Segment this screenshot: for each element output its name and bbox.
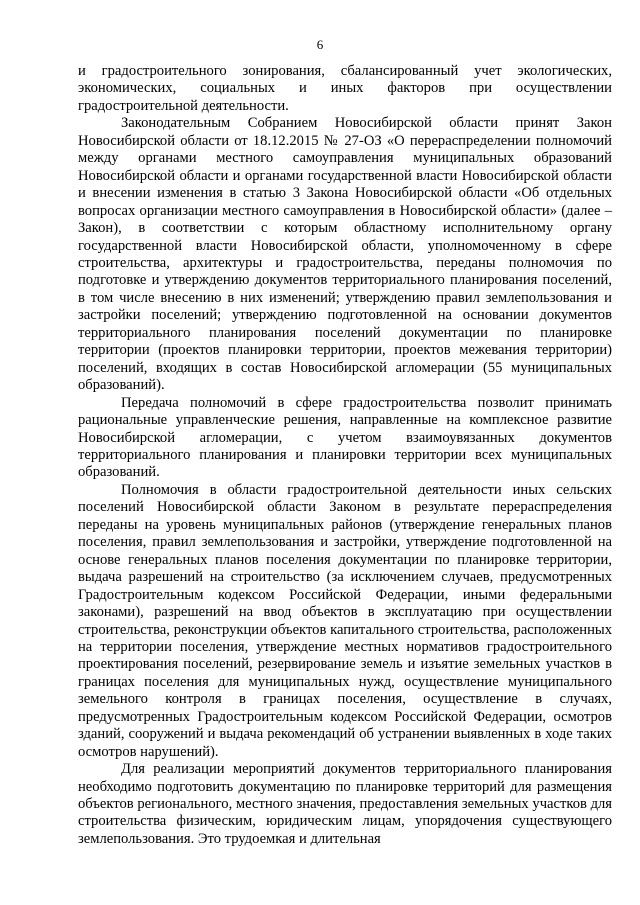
paragraph-rural-settlements: Полномочия в области градостроительной деятельности иных сельских поселений Новосибирской области Законом в результате перераспределения переданы на уровень муниципальных районов (утверждение генеральных планов поселения, правил землепользования и застройки, утверждение подготовленной на основе генеральных планов поселения документации по планировке территории, выдача разрешений на строительство (за исключением случаев, предусмотренных Градостроительным кодексом Российской Федерации, иными федеральными законами), разрешений на ввод объектов в эксплуатацию при осуществлении строительства, реконструкции объектов капитального строительства, расположенных на территории поселения, утверждение местных нормативов градостроительного проектирования поселений, резервирование земель и изъятие земельных участков в границах поселения для муниципальных нужд, осуществление муниципального земельного контроля в границах поселения, осуществление в случаях, предусмотренных Градостроительным кодексом Российской Федерации, осмотров зданий, сооружений и выдача рекомендаций об устранении выявленных в ходе таких осмотров нарушений). (78, 481, 612, 760)
paragraph-continuation: и градостроительного зонирования, сбалансированный учет экологических, экономических, социальных и иных факторов при осуществлении градостроительной деятельности. (78, 63, 612, 114)
paragraph-powers-transfer: Передача полномочий в сфере градостроительства позволит принимать рациональные управленческие решения, направленные на комплексное развитие Новосибирской агломерации, с учетом взаимоувязанных документов территориального планирования и планировки территории всех муниципальных образований. (78, 394, 612, 481)
paragraph-implementation: Для реализации мероприятий документов территориального планирования необходимо подготовить документацию по планировке территорий для размещения объектов регионального, местного значения, предоставления земельных участков для строительства физическим, юридическим лицам, упорядочения существующего землепользования. Это трудоемкая и длительная (78, 761, 612, 847)
document-body (78, 63, 612, 848)
page-number: 6 (316, 37, 324, 52)
paragraph-law-adoption: Законодательным Собранием Новосибирской области принят Закон Новосибирской области от 18.12.2015 № 27-ОЗ «О перераспределении полномочий между органами местного самоуправления муниципальных образований Новосибирской области и органами государственной власти Новосибирской области и внесении изменения в статью 3 Закона Новосибирской области «Об отдельных вопросах организации местного самоуправления в Новосибирской области» (далее – Закон), в соответствии с которым областному исполнительному органу государственной власти Новосибирской области, уполномоченному в сфере строительства, архитектуры и градостроительства, переданы полномочия по подготовке и утверждению документов территориального планирования поселений, в том числе внесению в них изменений; утверждению правил землепользования и застройки поселений; утверждению подготовленной на основании документов территориального планирования поселений документации по планировке территории (проектов планировки территории, проектов межевания территории) поселений, входящих в состав Новосибирской агломерации (55 муниципальных образований). (78, 115, 612, 394)
